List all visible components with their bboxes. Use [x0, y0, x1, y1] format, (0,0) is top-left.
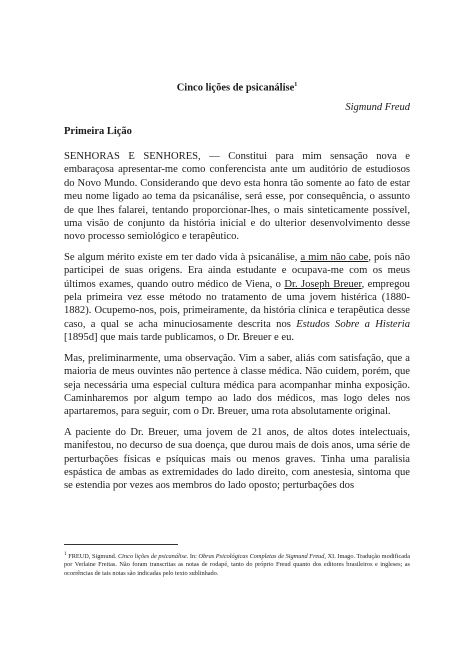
underlined-note-ref: Dr. Joseph Breuer [284, 278, 362, 290]
footnote: $^1$ FREUD, Sigmund. Cinco lições de psicanálise. In: Obras Psicológicas Completas de Sigmund Freud, XI. Imago. Tradução modificada por Verlaine Freitas. Não foram transcritas as notas de rodapé, tanto do próprio Freud quanto dos editores brasileiros e ingleses; as ocorrências de tais notas são indicadas pelo texto sublinhado. [64, 551, 410, 577]
body-text [64, 150, 410, 500]
footnote-mark: 1 [64, 551, 67, 557]
paragraph-1: SENHORAS E SENHORES, — Constitui para mim sensação nova e embaraçosa apresentar-me como conferencista ante um auditório de estudiosos do Novo Mundo. Considerando que devo esta honra tão somente ao fato de estar meu nome ligado ao tema da psicanálise, será esse, por consequência, o assunto de que lhes falarei, tentando proporcionar-lhes, o mais sinteticamente possível, uma visão de conjunto da história inicial e do ulterior desenvolvimento desse novo processo semiológico e terapêutico. [64, 151, 410, 243]
footnote-divider [64, 544, 178, 545]
title-footnote-mark: 1 [294, 82, 298, 88]
author-name: Sigmund Freud [345, 102, 410, 113]
paragraph-4: A paciente do Dr. Breuer, uma jovem de 21 anos, de altos dotes intelectuais, manifestou, no decurso de sua doença, que durou mais de dois anos, uma série de perturbações físicas e psíquicas mais ou menos graves. Tinha uma paralisia espástica de ambas as extremidades do lado direito, com anestesia, sintoma que se estendia por vezes aos membros do lado oposto; perturbações dos [64, 426, 410, 492]
title-text: Cinco lições de psicanálise [176, 82, 295, 94]
underlined-note-ref: a mim não cabe [300, 251, 369, 263]
paragraph-3: Mas, preliminarmente, uma observação. Vim a saber, aliás com satisfação, que a maioria de meus ouvintes não pertence à classe médica. Não cuidem, porém, que seja necessária uma especial cultura médica para acompanhar minha exposição. Caminharemos por algum tempo ao lado dos médicos, mas logo deles nos apartaremos, para seguir, com o Dr. Breuer, uma rota absolutamente original. [64, 352, 410, 418]
section-heading: Primeira Lição [64, 126, 132, 137]
book-title: Estudos Sobre a Histeria [296, 318, 410, 330]
document-title [0, 82, 474, 94]
paragraph-2: Se algum mérito existe em ter dado vida à psicanálise, a mim não cabe, pois não participei de suas origens. Era ainda estudante e ocupava-me com os meus últimos exames, quando outro médico de Viena, o Dr. Joseph Breuer, empregou pela primeira vez esse método no tratamento de uma jovem histérica (1880-1882). Ocupemo-nos, pois, primeiramente, da história clínica e terapêutica desse caso, a qual se acha minuciosamente descrita nos Estudos Sobre a Histeria [1895d] que mais tarde publicamos, o Dr. Breuer e eu. [64, 251, 410, 344]
